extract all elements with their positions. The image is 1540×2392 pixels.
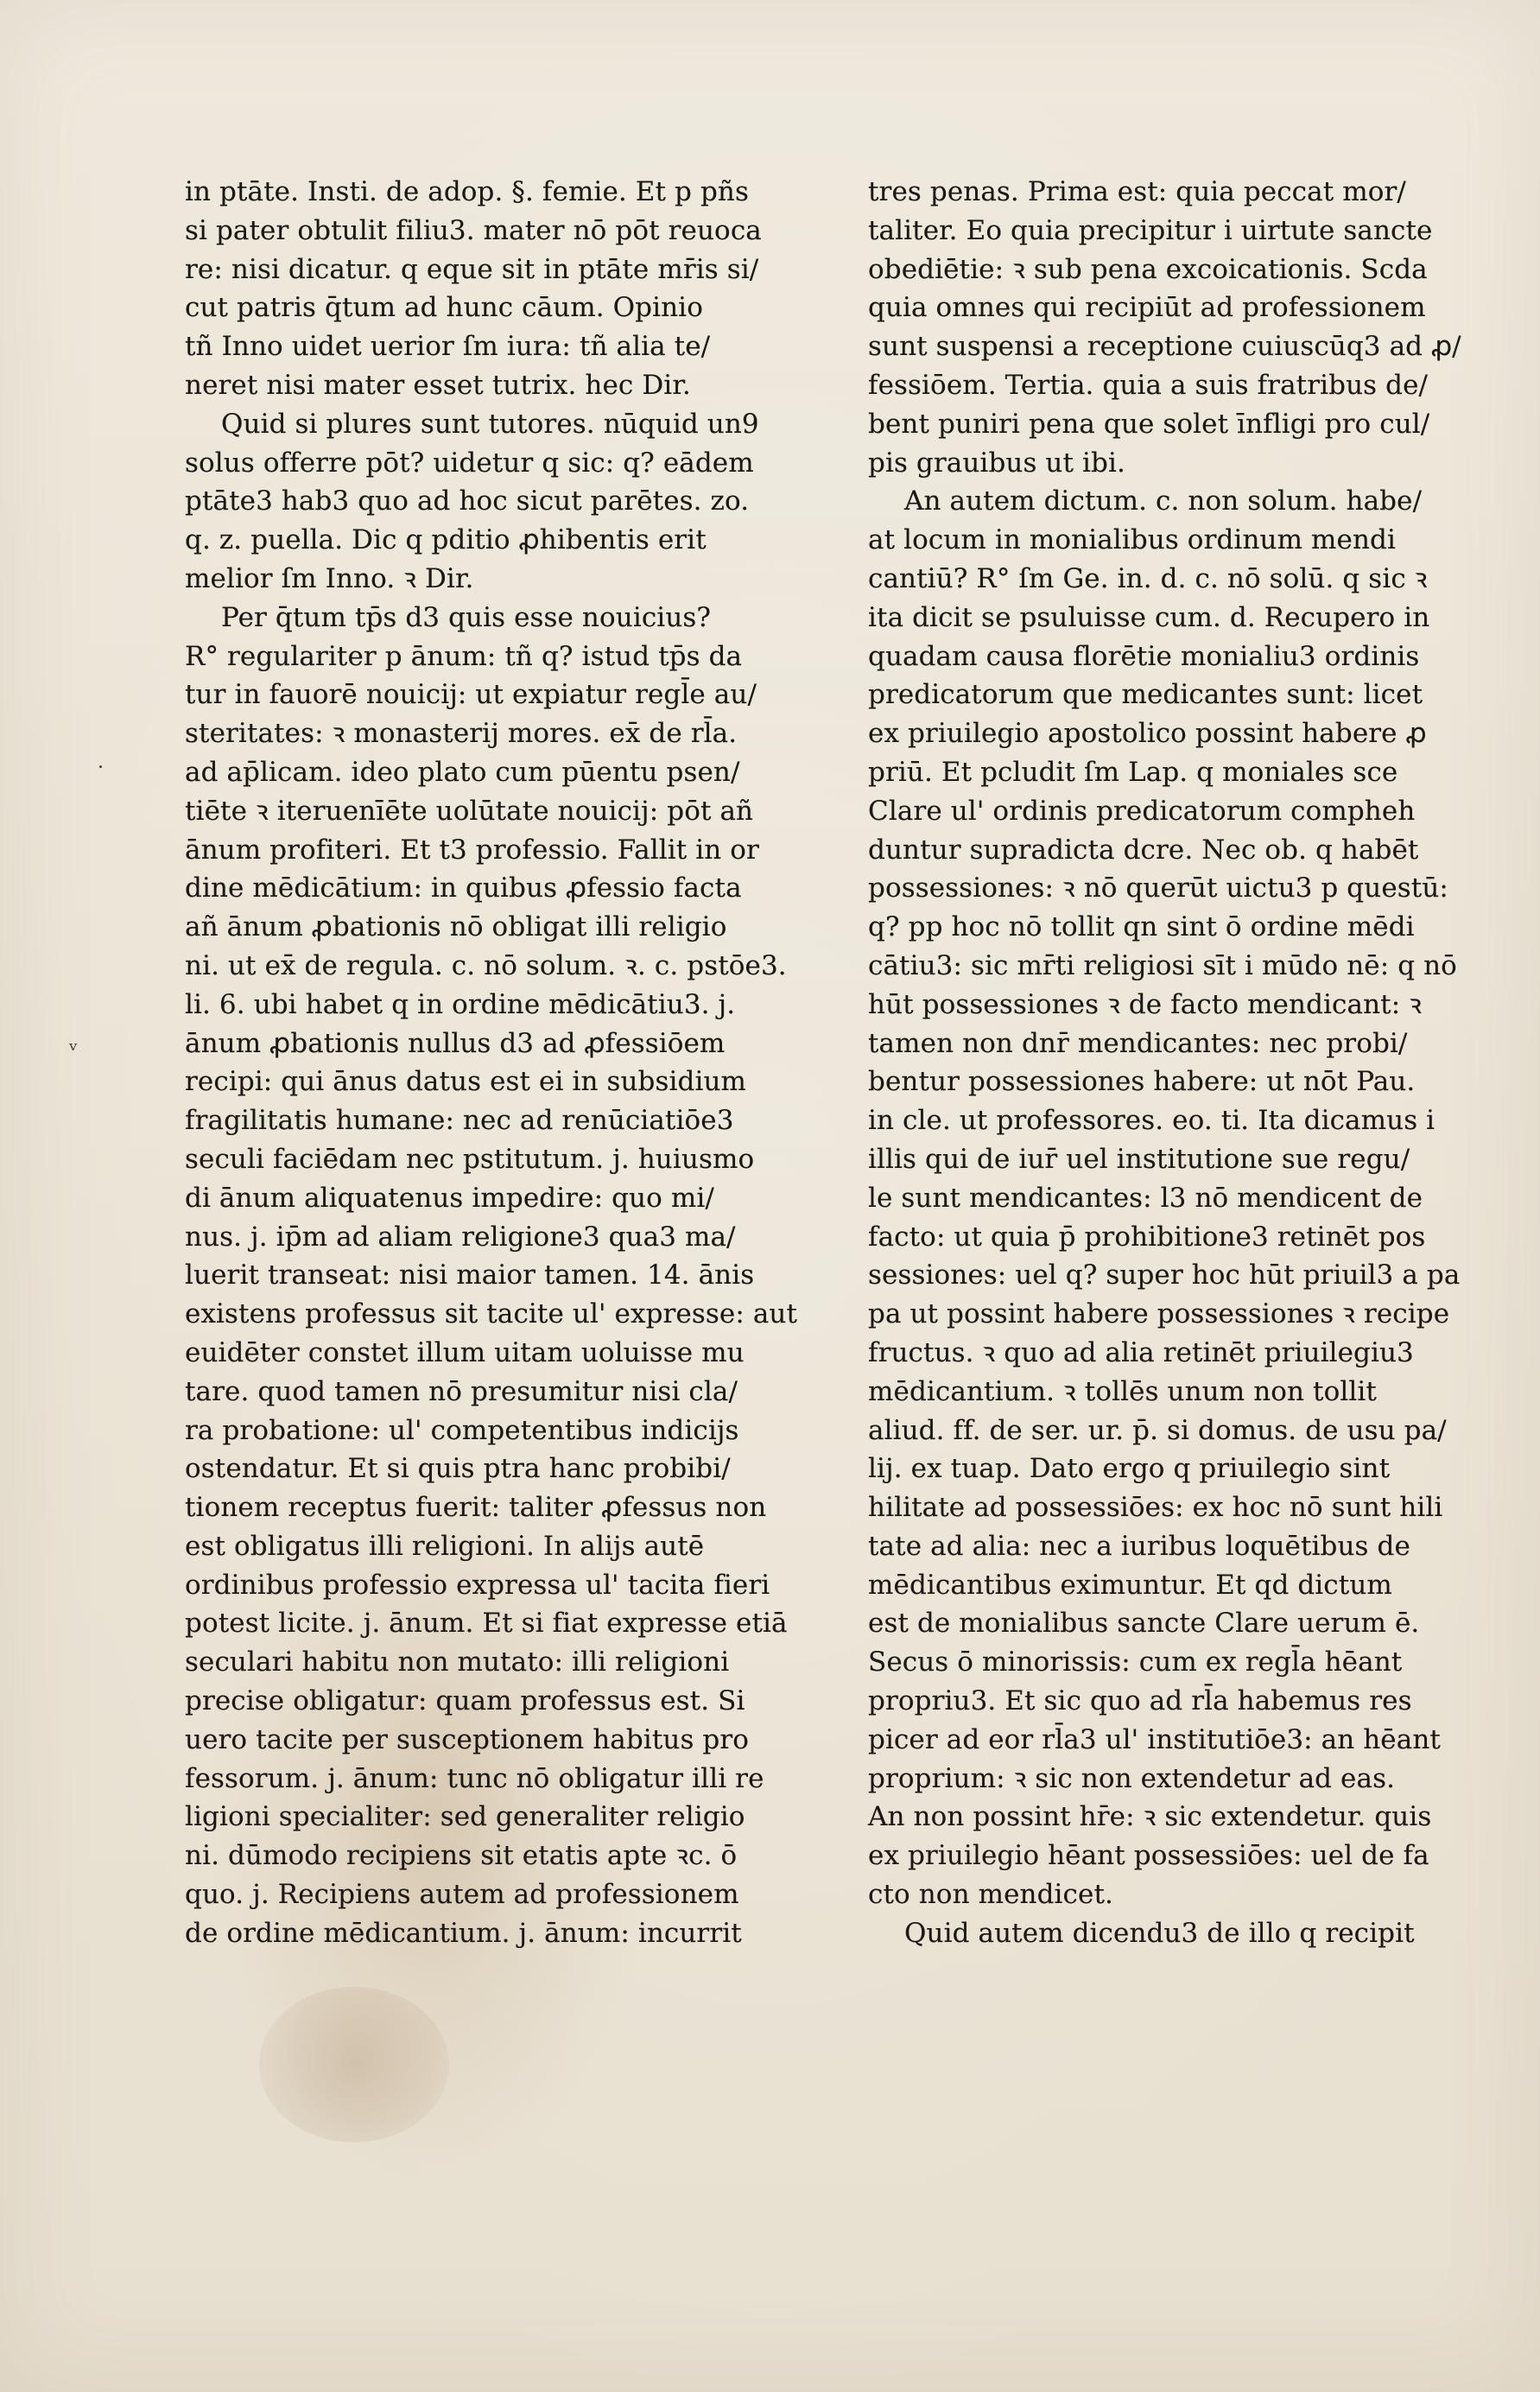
text-line: sunt suspensi a receptione cuiuscūq3 ad ꝓ/ <box>868 331 1461 363</box>
text-line: fessorum. j. ānum: tunc nō obligatur illi re <box>185 1762 764 1794</box>
text-line: pis grauibus ut ibi. <box>868 447 1125 479</box>
text-line: in cle. ut professores. eo. ti. Ita dicamus i <box>868 1105 1435 1137</box>
text-line: potest licite. j. ānum. Et si fiat expresse etiā <box>185 1608 788 1640</box>
text-line: An non possint hr̄e: ꝛ sic extendetur. quis <box>868 1801 1432 1833</box>
paragraph-start-line: Quid si plures sunt tutores. nūquid un9 <box>221 408 759 440</box>
text-line: ligioni specialiter: sed generaliter religio <box>185 1801 745 1833</box>
text-line: re: nisi dicatur. q eque sit in ptāte mr̄is si/ <box>185 253 759 285</box>
paragraph-start-line: Quid autem dicendu3 de illo q recipit <box>904 1917 1415 1949</box>
text-line: in ptāte. Insti. de adop. §. femie. Et p pñs <box>185 176 749 207</box>
text-line: le sunt mendicantes: l3 nō mendicent de <box>868 1182 1423 1214</box>
text-line: tamen non dnr̄ mendicantes: nec probi/ <box>868 1027 1408 1059</box>
margin-mark: ˙ <box>95 763 106 789</box>
text-line: precise obligatur: quam professus est. Si <box>185 1685 745 1717</box>
text-line: fragilitatis humane: nec ad renūciatiōe3 <box>185 1105 734 1137</box>
text-line: euidēter constet illum uitam uoluisse mu <box>185 1336 745 1368</box>
text-line: tare. quod tamen nō presumitur nisi cla/ <box>185 1375 738 1407</box>
text-line: ostendatur. Et si quis ptra hanc probibi/ <box>185 1453 731 1485</box>
text-line: propriu3. Et sic quo ad rl̄a habemus res <box>868 1685 1412 1717</box>
text-line: si pater obtulit filiu3. mater nō pōt reuoca <box>185 214 762 246</box>
text-line: seculi faciēdam nec pstitutum. j. huiusmo <box>185 1143 755 1175</box>
text-line: priū. Et pcludit ſm Lap. q moniales sce <box>868 756 1398 788</box>
paper-stain <box>259 1987 449 2142</box>
text-line: ptāte3 hab3 quo ad hoc sicut parētes. zo. <box>185 485 750 517</box>
text-line: di ānum aliquatenus impedire: quo mi/ <box>185 1182 714 1214</box>
text-line: añ ānum ꝓbationis nō obligat illi religio <box>185 911 727 943</box>
text-line: q. z. puella. Dic q pditio ꝓhibentis erit <box>185 524 707 556</box>
text-line: ita dicit se psuluisse cum. d. Recupero in <box>868 601 1430 633</box>
text-line: ex priuilegio hēant possessiōes: uel de fa <box>868 1840 1429 1872</box>
text-line: ānum profiteri. Et t3 professio. Fallit in or <box>185 834 759 866</box>
paragraph-start-line: An autem dictum. c. non solum. habe/ <box>904 485 1423 517</box>
text-line: hilitate ad possessiōes: ex hoc nō sunt hili <box>868 1492 1443 1524</box>
text-line: tres penas. Prima est: quia peccat mor/ <box>868 176 1406 207</box>
text-line: quo. j. Recipiens autem ad professionem <box>185 1879 739 1911</box>
text-line: recipi: qui ānus datus est ei in subsidium <box>185 1066 747 1098</box>
text-line: luerit transeat: nisi maior tamen. 14. ānis <box>185 1259 755 1291</box>
text-line: ex priuilegio apostolico possint habere ꝓ <box>868 718 1427 750</box>
text-line: obediētie: ꝛ sub pena excoicationis. Scda <box>868 253 1428 285</box>
text-line: possessiones: ꝛ nō querūt uictu3 p questū: <box>868 872 1448 904</box>
text-line: facto: ut quia p̄ prohibitione3 retinēt pos <box>868 1221 1426 1253</box>
text-line: q? pp hoc nō tollit qn sint ō ordine mēdi <box>868 911 1415 943</box>
text-line: Clare ul' ordinis predicatorum compheh <box>868 795 1416 827</box>
text-line: taliter. Eo quia precipitur i uirtute sancte <box>868 214 1433 246</box>
text-line: existens professus sit tacite ul' expresse: aut <box>185 1298 798 1330</box>
text-line: dine mēdicātium: in quibus ꝓfessio facta <box>185 872 742 904</box>
text-line: fessiōem. Tertia. quia a suis fratribus de/ <box>868 369 1429 401</box>
text-line: bent puniri pena que solet īnfligi pro cul/ <box>868 408 1430 440</box>
text-line: ni. dūmodo recipiens sit etatis apte ꝛc. ō <box>185 1840 738 1872</box>
text-line: ānum ꝓbationis nullus d3 ad ꝓfessiōem <box>185 1027 726 1059</box>
text-line: tate ad alia: nec a iuribus loquētibus de <box>868 1530 1410 1562</box>
text-line: neret nisi mater esset tutrix. hec Dir. <box>185 369 691 401</box>
text-line: proprium: ꝛ sic non extendetur ad eas. <box>868 1762 1396 1794</box>
text-line: mēdicantium. ꝛ tollēs unum non tollit <box>868 1375 1377 1407</box>
text-line: cantiū? R° ſm Ge. in. d. c. nō solū. q sic ꝛ <box>868 562 1428 594</box>
text-line: est de monialibus sancte Clare uerum ē. <box>868 1608 1420 1640</box>
text-line: tiēte ꝛ iteruenīēte uolūtate nouicij: pōt añ <box>185 795 754 827</box>
text-line: est obligatus illi religioni. In alijs autē <box>185 1530 705 1562</box>
text-line: fructus. ꝛ quo ad alia retinēt priuilegiu3 <box>868 1336 1414 1368</box>
text-line: tñ Inno uidet uerior ſm iura: tñ alia te/ <box>185 331 711 363</box>
text-line: ra probatione: ul' competentibus indicijs <box>185 1414 739 1446</box>
text-line: at locum in monialibus ordinum mendi <box>868 524 1396 556</box>
text-line: hūt possessiones ꝛ de facto mendicant: ꝛ <box>868 988 1422 1020</box>
text-line: duntur supradicta dcre. Nec ob. q habēt <box>868 834 1419 866</box>
text-line: li. 6. ubi habet q in ordine mēdicātiu3. j. <box>185 988 736 1020</box>
text-line: quadam causa florētie monialiu3 ordinis <box>868 640 1420 672</box>
text-line: ad ap̄licam. ideo plato cum pūentu psen/ <box>185 756 740 788</box>
text-line: cut patris q̄tum ad hunc cāum. Opinio <box>185 292 703 324</box>
text-line: Secus ō minorissis: cum ex regl̄a hēant <box>868 1646 1403 1678</box>
text-line: seculari habitu non mutato: illi religioni <box>185 1646 730 1678</box>
text-line: ni. ut ex̄ de regula. c. nō solum. ꝛ. c. pstōe3. <box>185 949 787 981</box>
text-line: picer ad eor rl̄a3 ul' institutiōe3: an hēant <box>868 1723 1441 1755</box>
text-line: cātiu3: sic mr̄ti religiosi sīt i mūdo nē: q nō <box>868 949 1457 981</box>
text-line: predicatorum que medicantes sunt: licet <box>868 679 1423 711</box>
text-line: tionem receptus fuerit: taliter ꝓfessus non <box>185 1492 767 1524</box>
right-text-column <box>868 173 1481 1953</box>
text-line: lij. ex tuap. Dato ergo q priuilegio sint <box>868 1453 1391 1485</box>
text-line: cto non mendicet. <box>868 1879 1113 1911</box>
text-line: de ordine mēdicantium. j. ānum: incurrit <box>185 1917 742 1949</box>
text-line: quia omnes qui recipiūt ad professionem <box>868 292 1426 324</box>
text-line: melior ſm Inno. ꝛ Dir. <box>185 562 474 594</box>
text-line: uero tacite per susceptionem habitus pro <box>185 1723 750 1755</box>
text-line: ordinibus professio expressa ul' tacita fieri <box>185 1569 770 1601</box>
text-line: solus offerre pōt? uidetur q sic: q? eādem <box>185 447 754 479</box>
text-line: tur in fauorē nouicij: ut expiatur regl̄e au/ <box>185 679 757 711</box>
text-line: pa ut possint habere possessiones ꝛ recipe <box>868 1298 1450 1330</box>
text-line: illis qui de iur̄ uel institutione sue regu/ <box>868 1143 1410 1175</box>
text-line: R° regulariter p ānum: tñ q? istud tp̄s da <box>185 640 743 672</box>
margin-mark: ᵥ <box>69 1031 78 1056</box>
text-line: sessiones: uel q? super hoc hūt priuil3 a pa <box>868 1259 1461 1291</box>
left-text-column <box>185 173 841 1953</box>
text-line: bentur possessiones habere: ut nōt Pau. <box>868 1066 1416 1098</box>
text-line: nus. j. ip̄m ad aliam religione3 qua3 ma/ <box>185 1221 736 1253</box>
text-line: mēdicantibus eximuntur. Et qd dictum <box>868 1569 1392 1601</box>
paragraph-start-line: Per q̄tum tp̄s d3 quis esse nouicius? <box>221 601 712 633</box>
text-line: steritates: ꝛ monasterij mores. ex̄ de rl̄a. <box>185 718 738 750</box>
text-line: aliud. ff. de ser. ur. p̄. si domus. de usu pa/ <box>868 1414 1447 1446</box>
